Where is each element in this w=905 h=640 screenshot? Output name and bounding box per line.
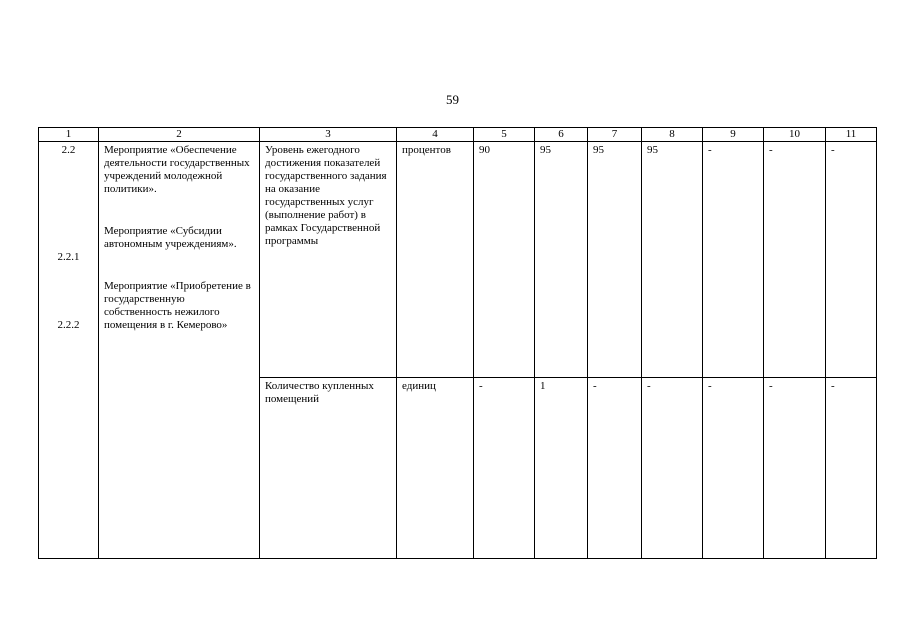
indicator-value: - (703, 378, 764, 559)
header-cell: 2 (99, 128, 260, 142)
header-cell: 4 (397, 128, 474, 142)
indicator-value: - (826, 142, 877, 378)
header-cell: 6 (535, 128, 588, 142)
page-number: 59 (446, 92, 459, 107)
header-cell: 5 (474, 128, 535, 142)
activity-code: 2.2.2 (57, 319, 80, 331)
activity-name-cell (99, 142, 260, 559)
indicator-value: - (474, 378, 535, 559)
indicator-value: - (588, 378, 642, 559)
indicator-value: - (826, 378, 877, 559)
header-cell: 1 (39, 128, 99, 142)
activity-name: Мероприятие «Приобретение в государственную собственность нежилого помещения в г. Кемерово» (104, 280, 251, 331)
indicator-value: - (703, 142, 764, 378)
indicator-value: 95 (642, 142, 703, 378)
indicator-name: Уровень ежегодного достижения показателей государственного задания на оказание государственных услуг (выполнение работ) в рамках Государственной программы (260, 142, 397, 378)
indicator-value: - (642, 378, 703, 559)
indicator-name: Количество купленных помещений (260, 378, 397, 559)
indicator-unit: единиц (397, 378, 474, 559)
program-indicators-table (38, 127, 877, 559)
activity-code: 2.2.1 (57, 251, 80, 263)
header-cell: 8 (642, 128, 703, 142)
indicator-value: - (764, 378, 826, 559)
table-row (39, 142, 877, 378)
indicator-value: 95 (588, 142, 642, 378)
header-cell: 11 (826, 128, 877, 142)
activity-name: Мероприятие «Обеспечение деятельности государственных учреждений молодежной политики». (104, 144, 250, 195)
indicator-unit: процентов (397, 142, 474, 378)
activity-name: Мероприятие «Субсидии автономным учреждениям». (104, 225, 237, 250)
indicator-value: - (764, 142, 826, 378)
activity-code: 2.2 (61, 144, 76, 156)
header-cell: 7 (588, 128, 642, 142)
activity-code-cell (39, 142, 99, 559)
indicator-value: 95 (535, 142, 588, 378)
header-row (39, 128, 877, 142)
indicator-value: 1 (535, 378, 588, 559)
header-cell: 10 (764, 128, 826, 142)
header-cell: 9 (703, 128, 764, 142)
header-cell: 3 (260, 128, 397, 142)
indicator-value: 90 (474, 142, 535, 378)
